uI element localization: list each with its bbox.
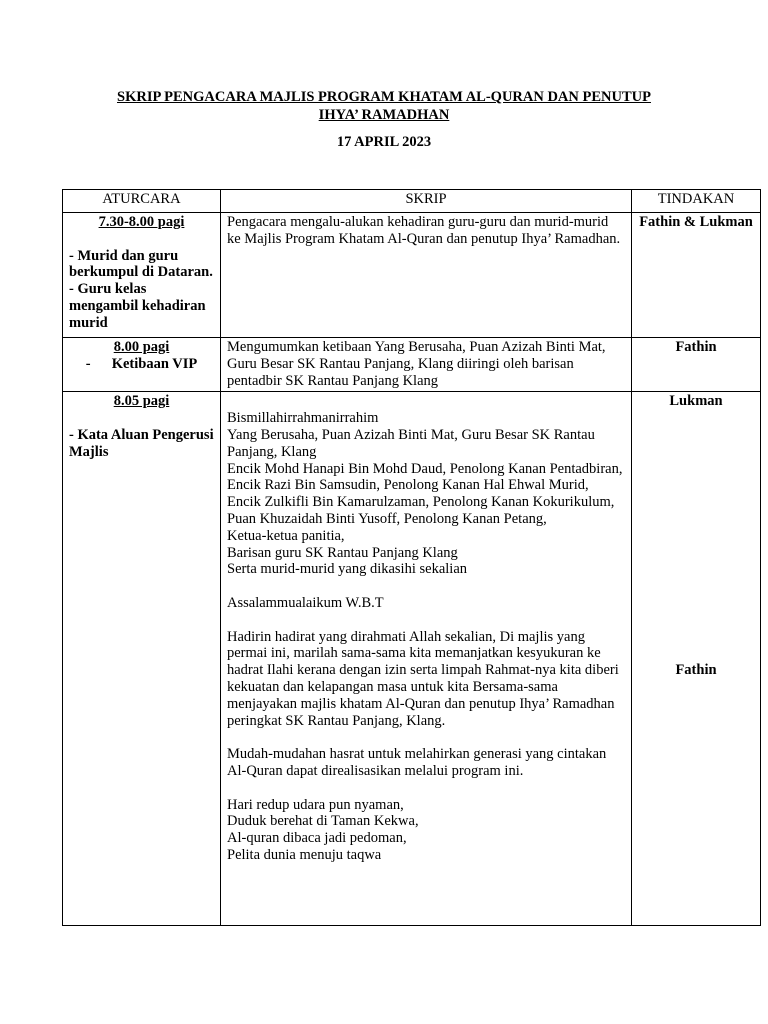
spacer xyxy=(227,612,625,629)
table-row xyxy=(63,213,761,338)
script-line: Encik Mohd Hanapi Bin Mohd Daud, Penolong Kanan Pentadbiran, xyxy=(227,460,623,477)
table-header-row xyxy=(63,190,761,213)
spacer xyxy=(69,410,214,427)
action-name: Fathin & Lukman xyxy=(639,214,753,230)
tindakan-cell xyxy=(632,392,761,926)
tindakan-cell xyxy=(632,338,761,392)
script-table xyxy=(62,189,761,926)
salam-line: Assalammualaikum W.B.T xyxy=(227,594,384,611)
bullet-dash: - xyxy=(85,355,91,372)
skrip-cell xyxy=(221,213,632,338)
agenda-item: Ketibaan VIP xyxy=(111,355,198,372)
pantun-line: Duduk berehat di Taman Kekwa, xyxy=(227,813,419,830)
spacer xyxy=(227,578,625,595)
spacer xyxy=(227,780,625,797)
time-label: 8.05 pagi xyxy=(113,393,170,410)
header-aturcara: ATURCARA xyxy=(63,190,221,213)
document-date: 17 APRIL 2023 xyxy=(336,134,432,150)
script-line: Barisan guru SK Rantau Panjang Klang xyxy=(227,544,458,561)
action-name: Fathin xyxy=(675,662,717,679)
script-line: Encik Zulkifli Bin Kamarulzaman, Penolong Kanan Kokurikulum, xyxy=(227,494,615,511)
pantun-line: Al-quran dibaca jadi pedoman, xyxy=(227,830,407,847)
script-line: Ketua-ketua panitia, xyxy=(227,527,345,544)
spacer xyxy=(227,729,625,746)
agenda-item: - Kata Aluan Pengerusi Majlis xyxy=(69,426,214,460)
script-line: Bismillahirrahmanirrahim xyxy=(227,410,379,427)
document-title-line1: SKRIP PENGACARA MAJLIS PROGRAM KHATAM AL-QURAN DAN PENUTUP xyxy=(117,89,651,105)
agenda-item: - Guru kelas mengambil kehadiran murid xyxy=(69,281,206,331)
time-label: 8.00 pagi xyxy=(113,339,170,355)
tindakan-cell xyxy=(632,213,761,338)
aturcara-cell xyxy=(63,392,221,926)
header-tindakan: TINDAKAN xyxy=(632,190,761,213)
spacer xyxy=(227,393,625,410)
aturcara-cell xyxy=(63,338,221,392)
pantun-line: Pelita dunia menuju taqwa xyxy=(227,846,382,863)
script-line: Encik Razi Bin Samsudin, Penolong Kanan Hal Ehwal Murid, xyxy=(227,477,589,494)
script-paragraph: Mudah-mudahan hasrat untuk melahirkan generasi yang cintakan Al-Quran dapat direalisasikan melalui program ini. xyxy=(227,746,607,779)
table-row xyxy=(63,392,761,926)
script-text: Pengacara mengalu-alukan kehadiran guru-guru dan murid-murid ke Majlis Program Khatam Al-Quran dan penutup Ihya’ Ramadhan. xyxy=(227,214,621,247)
skrip-cell xyxy=(221,338,632,392)
script-line: Puan Khuzaidah Binti Yusoff, Penolong Kanan Petang, xyxy=(227,510,547,527)
time-label: 7.30-8.00 pagi xyxy=(98,214,185,230)
skrip-cell xyxy=(221,392,632,926)
agenda-item: - Murid dan guru berkumpul di Dataran. xyxy=(69,247,213,281)
pantun-line: Hari redup udara pun nyaman, xyxy=(227,796,404,813)
script-line: Serta murid-murid yang dikasihi sekalian xyxy=(227,561,468,578)
spacer xyxy=(638,410,754,662)
script-line: Yang Berusaha, Puan Azizah Binti Mat, Guru Besar SK Rantau Panjang, Klang xyxy=(227,426,595,460)
spacer xyxy=(69,231,214,248)
action-name: Lukman xyxy=(669,393,723,410)
table-row xyxy=(63,338,761,392)
document-title-line2: IHYA’ RAMADHAN xyxy=(318,107,450,123)
header-skrip: SKRIP xyxy=(221,190,632,213)
script-paragraph: Hadirin hadirat yang dirahmati Allah sekalian, Di majlis yang permai ini, marilah sama-sama kita memanjatkan kesyukuran ke hadrat Ilahi kerana dengan izin serta limpah Rahmat-nya kita diberi kekuatan dan kelapangan masa untuk kita Bersama-sama menjayakan majlis khatam Al-Quran dan penutup Ihya’ Ramadhan peringkat SK Rantau Panjang, Klang. xyxy=(227,628,619,729)
script-text: Mengumumkan ketibaan Yang Berusaha, Puan Azizah Binti Mat, Guru Besar SK Rantau Panjang, Klang diiringi oleh barisan pentadbir SK Rantau Panjang Klang xyxy=(227,339,606,389)
agenda-bullet-item xyxy=(69,356,214,373)
aturcara-cell xyxy=(63,213,221,338)
action-name: Fathin xyxy=(675,339,717,355)
